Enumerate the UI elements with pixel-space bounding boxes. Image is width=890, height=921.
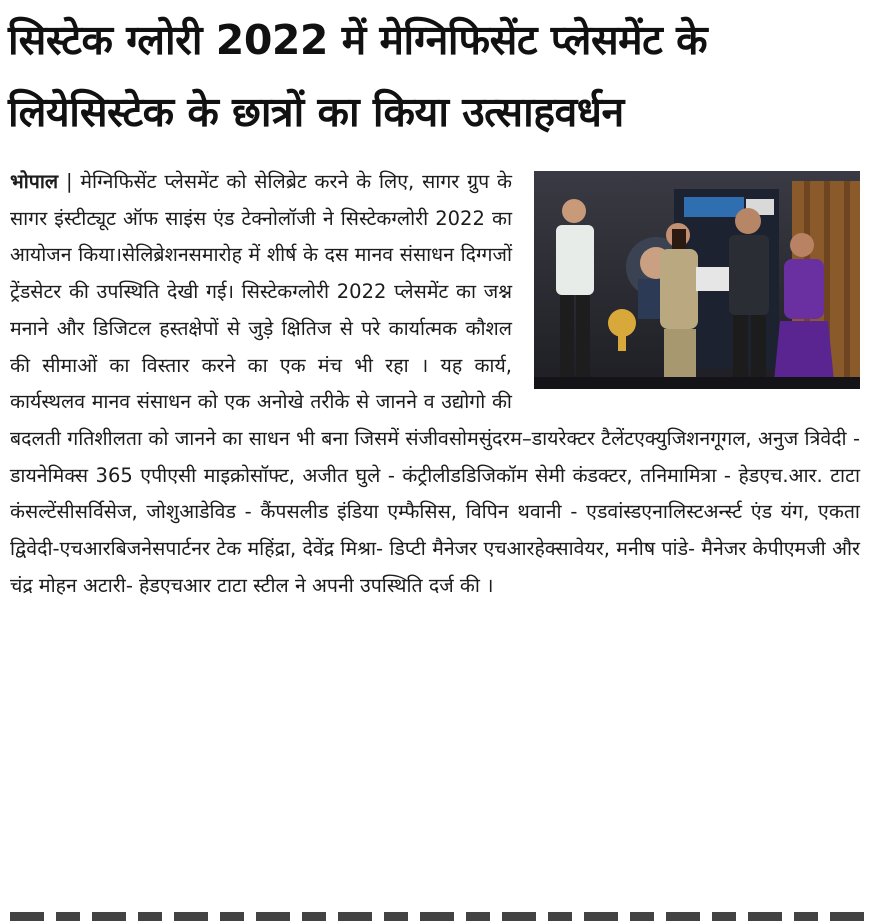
next-headline-cutoff [10, 906, 870, 921]
headline-line-2: लियेसिस्टेक के छात्रों का किया उत्साहवर्धन [8, 88, 624, 136]
article-body [10, 164, 860, 604]
dateline: भोपाल [10, 170, 59, 193]
event-photo-illustration [534, 171, 860, 389]
headline-line-1: सिस्टेक ग्लोरी 2022 में मेग्निफिसेंट प्लेसमेंट के [8, 16, 708, 64]
paragraph-text: मेग्निफिसेंट प्लेसमेंट को सेलिब्रेट करने के लिए, सागर ग्रुप के सागर इंस्टीट्यूट ऑफ साइंस एंड टेक्नोलॉजी ने सिस्टेकग्लोरी 2022 का आयोजन किया।सेलिब्रेशनसमारोह में शीर्ष के दस मानव संसाधन दिग्गजों ट्रेंडसेटर की उपस्थिति देखी गई। सिस्टेकग्लोरी 2022 प्लेसमेंट का जश्न मनाने और डिजिटल हस्तक्षेपों से जुड़े क्षितिज से परे कार्यात्मक कौशल की सीमाओं का विस्तार करने का एक मंच भी रहा । यह कार्य, कार्यस्थलव मानव संसाधन को एक अनोखे तरीके से जानने व उद्योगो की बदलती गतिशीलता को जानने का साधन भी बना जिसमें संजीवसोमसुंदरम–डायरेक्टर टैलेंटएक्युजिशनगूगल, अनुज त्रिवेदी - डायनेमिक्स 365 एपीएसी माइक्रोसॉफ्ट, अजीत घुले - कंट्रीलीडडिजिकॉम सेमी कंडक्टर, तनिमामित्रा - हेडएच.आर. टाटा कंसल्टेंसीसर्विसेज, जोशुआडेविड - कैंपसलीड इंडिया एम्फैसिस, विपिन थवानी - एडवांस्डएनालिस्टअर्न्स्ट एंड यंग, एकता द्विवेदी-एचआरबिजनेसपार्टनर टेक महिंद्रा, देवेंद्र मिश्रा- डिप्टी मैनेजर एचआरहेक्सावेयर, मनीष पांडे- मैनेजर केपीएमजी और चंद्र मोहन अटारी- हेडएचआर टाटा स्टील ने अपनी उपस्थिति दर्ज की । [10, 170, 860, 597]
dateline-separator: | [58, 170, 81, 193]
headline [8, 4, 882, 148]
event-photo [534, 171, 860, 389]
